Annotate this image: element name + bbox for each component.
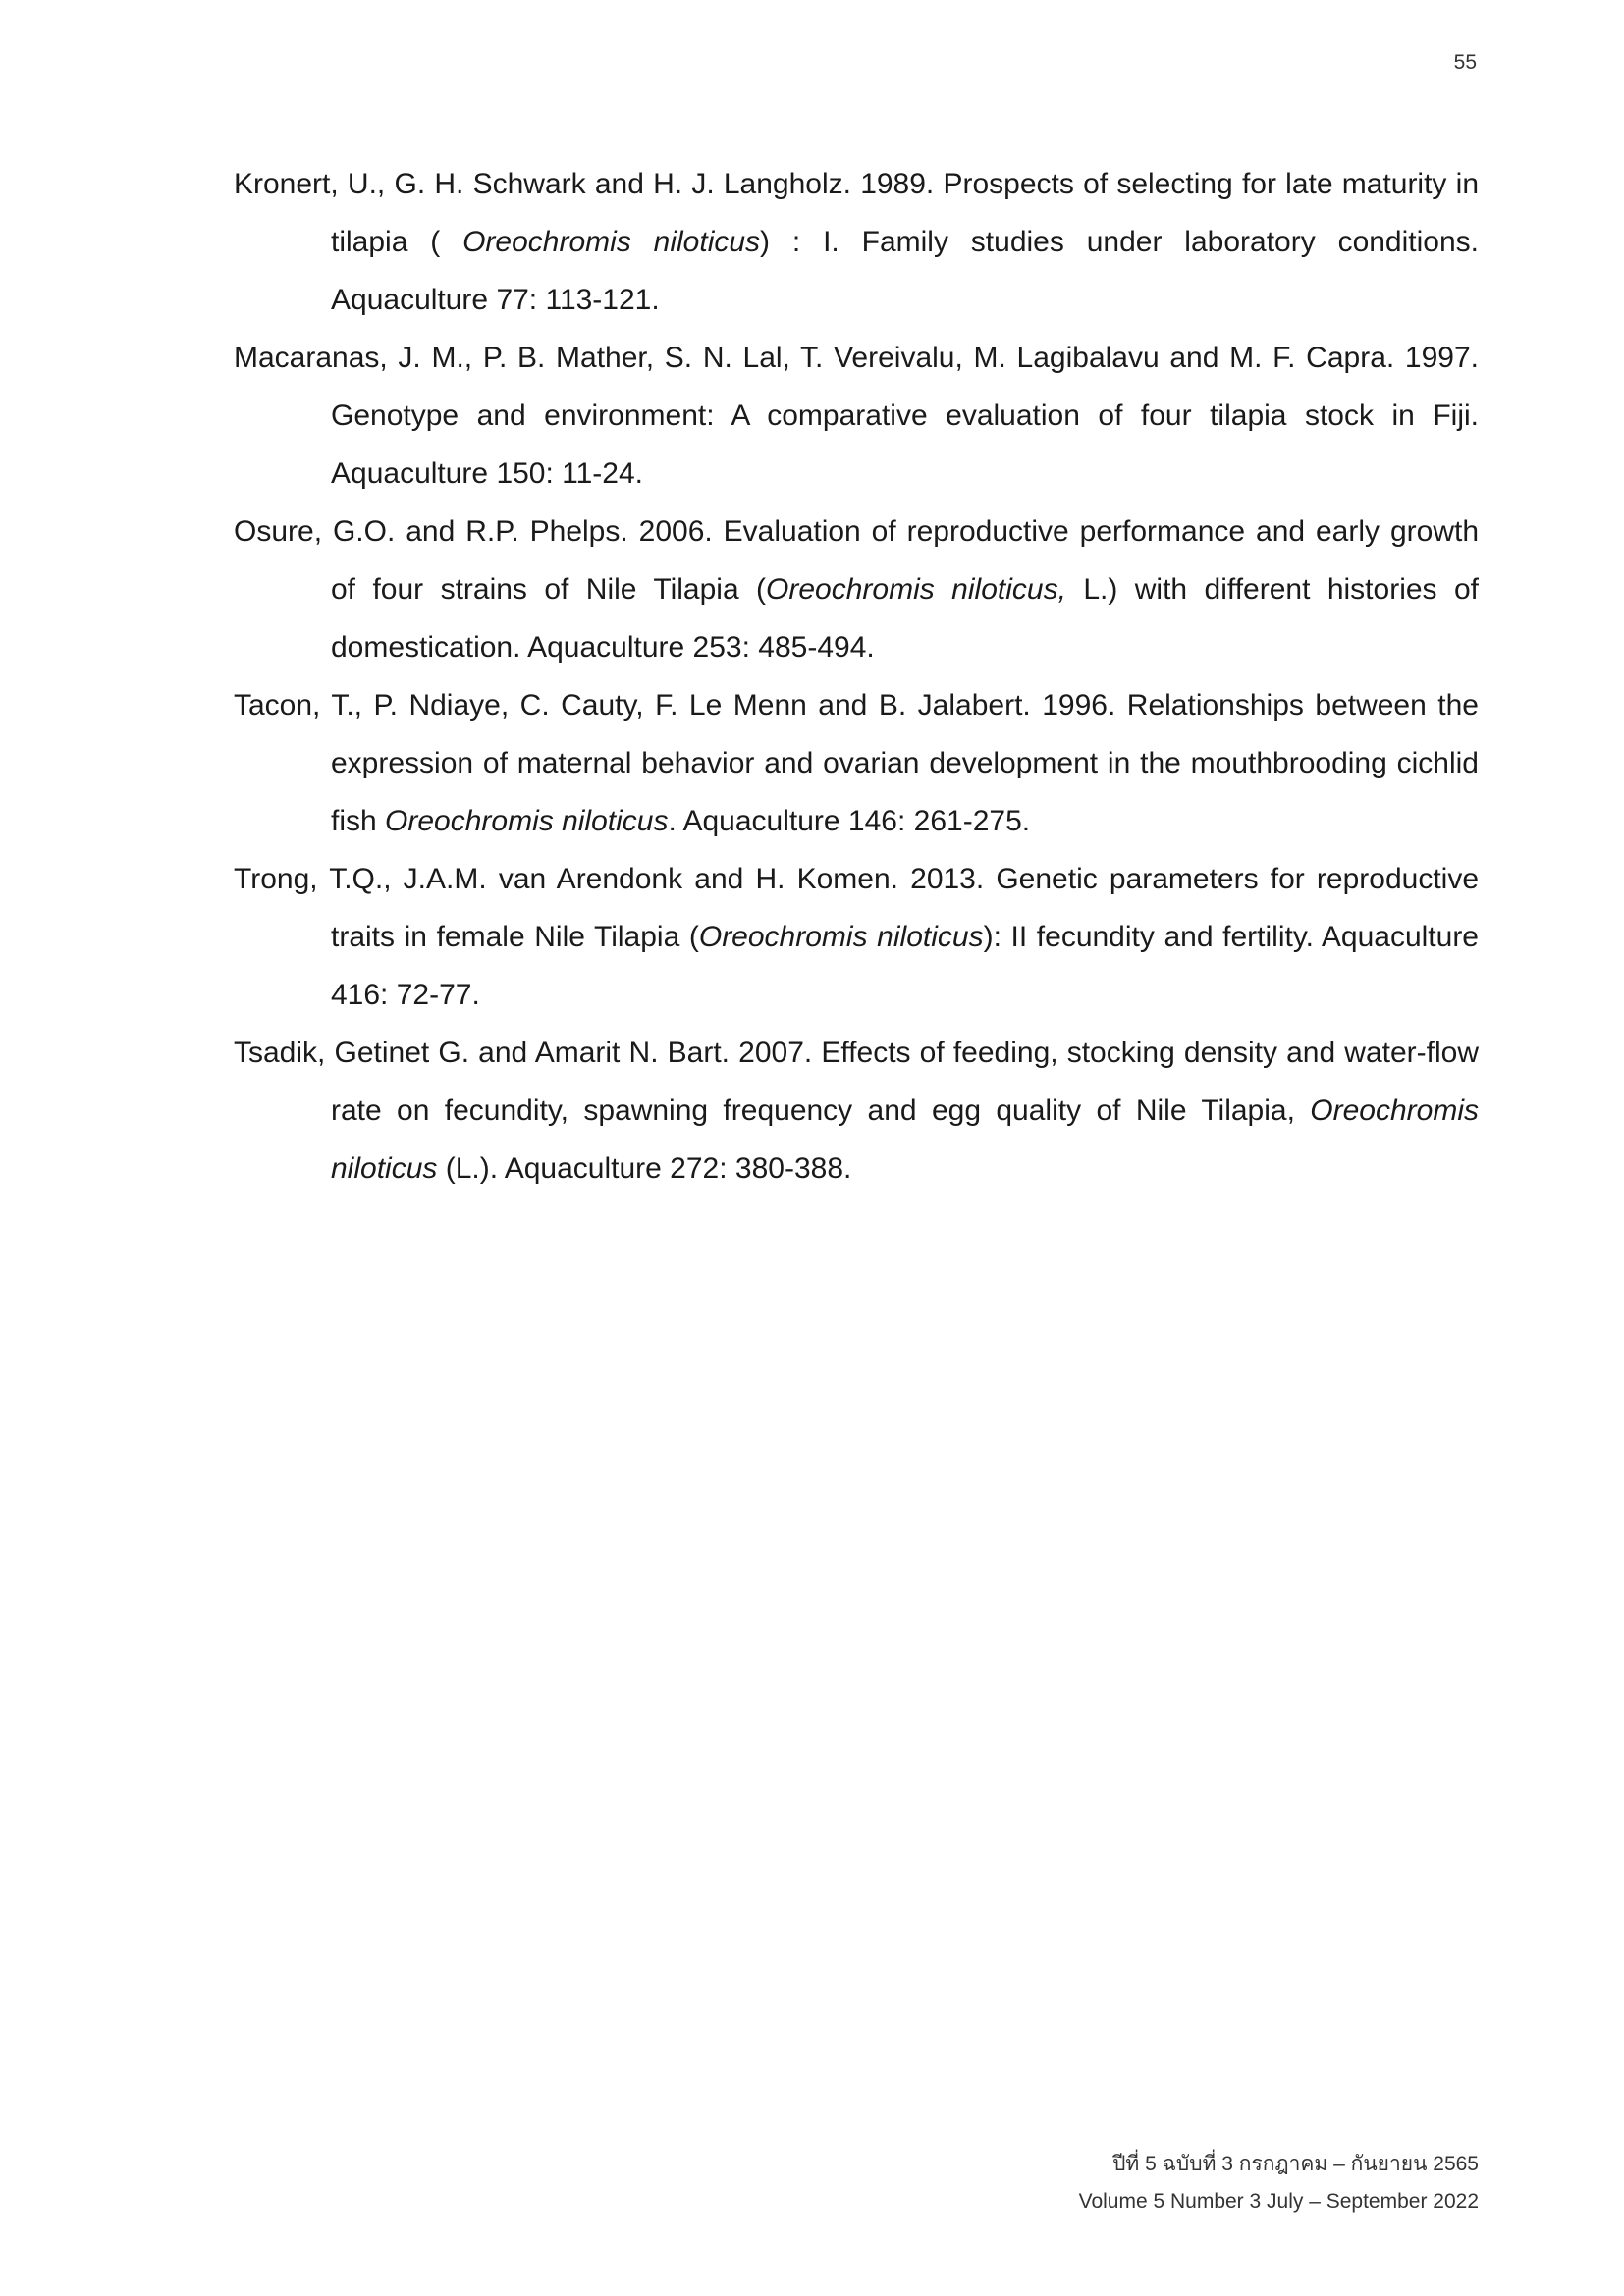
reference-text: Osure, G.O. and R.P. Phelps. 2006. Evaluation of reproductive performance and early growth of four strains of Nile Tilapia ( xyxy=(234,515,1479,606)
footer-english-issue: Volume 5 Number 3 July – September 2022 xyxy=(1078,2190,1479,2213)
footer-thai-issue: ปีที่ 5 ฉบับที่ 3 กรกฎาคม – กันยายน 2565 xyxy=(1112,2153,1479,2175)
page-number: 55 xyxy=(1453,51,1477,74)
reference-list xyxy=(234,155,1479,1198)
reference-entry xyxy=(234,503,1479,676)
reference-text: Macaranas, J. M., P. B. Mather, S. N. Lal, T. Vereivalu, M. Lagibalavu and M. F. Capra. 1997. Genotype and environment: A comparative evaluation of four tilapia stock in Fiji. Aquaculture 150: 11-24. xyxy=(234,342,1479,490)
reference-text: Tsadik, Getinet G. and Amarit N. Bart. 2007. Effects of feeding, stocking density and water-flow rate on fecundity, spawning frequency and egg quality of Nile Tilapia, xyxy=(234,1037,1479,1127)
reference-entry xyxy=(234,850,1479,1024)
species-name: Oreochromis niloticus xyxy=(462,226,761,258)
reference-text: . Aquaculture 146: 261-275. xyxy=(668,805,1031,837)
species-name: Oreochromis niloticus xyxy=(385,805,669,837)
reference-text: (L.). Aquaculture 272: 380-388. xyxy=(437,1152,852,1185)
reference-text: ): II fecundity and fertility. Aquaculture 416: 72-77. xyxy=(331,921,1479,1011)
reference-entry xyxy=(234,329,1479,503)
reference-text: L.) with different histories of domestication. Aquaculture 253: 485-494. xyxy=(331,573,1479,664)
reference-text: Tacon, T., P. Ndiaye, C. Cauty, F. Le Menn and B. Jalabert. 1996. Relationships between the expression of maternal behavior and ovarian development in the mouthbrooding cichlid fish xyxy=(234,689,1479,837)
species-name: Oreochromis niloticus, xyxy=(766,573,1066,606)
species-name: Oreochromis niloticus xyxy=(331,1095,1479,1185)
reference-entry xyxy=(234,676,1479,850)
reference-text: Kronert, U., G. H. Schwark and H. J. Langholz. 1989. Prospects of selecting for late maturity in tilapia ( xyxy=(234,168,1479,258)
species-name: Oreochromis niloticus xyxy=(698,921,984,953)
reference-entry xyxy=(234,1024,1479,1198)
reference-text: Trong, T.Q., J.A.M. van Arendonk and H. Komen. 2013. Genetic parameters for reproductive traits in female Nile Tilapia ( xyxy=(234,863,1479,953)
reference-text: ) : I. Family studies under laboratory conditions. Aquaculture 77: 113-121. xyxy=(331,226,1479,316)
journal-footer xyxy=(1079,2146,1479,2220)
reference-entry xyxy=(234,155,1479,329)
